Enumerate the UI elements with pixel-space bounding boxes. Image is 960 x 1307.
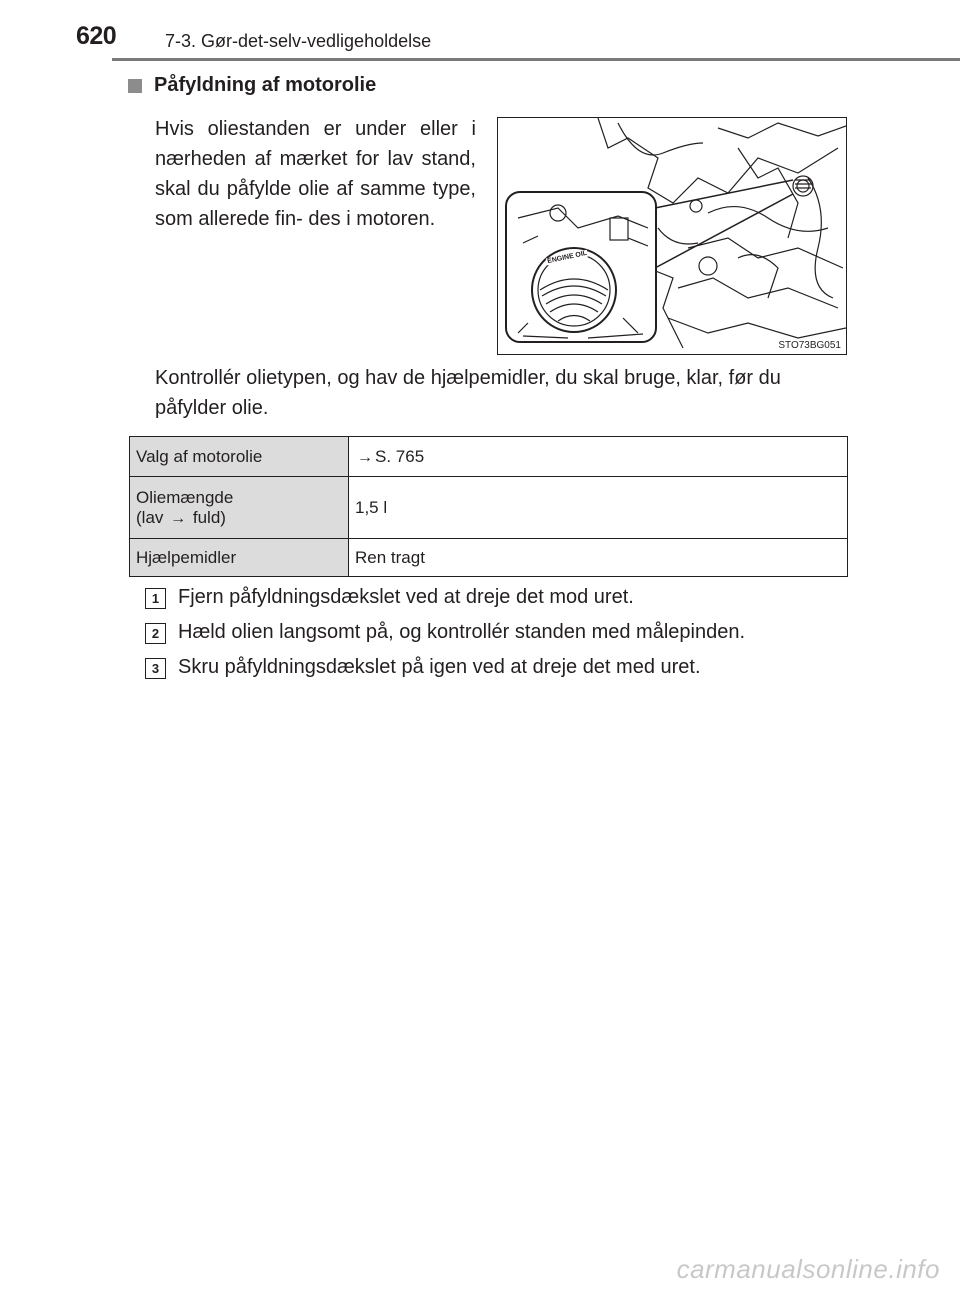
page-reference: S. 765 <box>375 446 425 466</box>
table-value: Ren tragt <box>349 539 848 577</box>
arrow-right-icon: → <box>170 509 187 527</box>
table-label-line: (lav <box>136 507 164 527</box>
table-row <box>130 477 848 539</box>
step-list <box>145 586 865 691</box>
section-title: Påfyldning af motorolie <box>154 74 377 96</box>
engine-oil-cap-illustration <box>497 117 847 355</box>
page-header <box>0 0 960 60</box>
table-label: Hjælpemidler <box>130 539 349 577</box>
step-text: Fjern påfyldningsdækslet ved at dreje det mod uret. <box>178 586 634 608</box>
square-bullet-icon <box>128 79 142 93</box>
watermark: carmanualsonline.info <box>676 1254 940 1284</box>
table-label <box>130 477 349 539</box>
table-label: Valg af motorolie <box>130 437 349 477</box>
step-number-badge: 1 <box>145 588 166 609</box>
section-heading <box>128 74 376 97</box>
table-row <box>130 539 848 577</box>
list-item <box>145 656 865 691</box>
table-label-line: fuld) <box>192 507 226 527</box>
table-label-line: Oliemængde <box>136 487 234 507</box>
oil-spec-table <box>129 436 848 577</box>
header-divider <box>112 58 960 61</box>
page-number: 620 <box>76 22 117 50</box>
step-text: Hæld olien langsomt på, og kontrollér standen med målepinden. <box>178 621 746 643</box>
intro-paragraph: Hvis oliestanden er under eller i nærheden af mærket for lav stand, skal du påfylde olie af samme type, som allerede fin- des i motoren. <box>155 118 476 230</box>
check-paragraph: Kontrollér olietypen, og hav de hjælpemidler, du skal bruge, klar, før du påfylder olie. <box>155 367 781 419</box>
engine-oil-label: ENGINE OIL <box>546 249 588 266</box>
table-value: 1,5 l <box>349 477 848 539</box>
list-item <box>145 586 865 621</box>
arrow-right-icon: → <box>357 448 373 466</box>
step-number-badge: 2 <box>145 623 166 644</box>
table-row <box>130 437 848 477</box>
table-value <box>349 437 848 477</box>
step-number-badge: 3 <box>145 658 166 679</box>
list-item <box>145 621 865 656</box>
step-text: Skru påfyldningsdækslet på igen ved at dreje det med uret. <box>178 656 701 678</box>
chapter-title: 7-3. Gør-det-selv-vedligeholdelse <box>165 31 432 51</box>
engine-bay-drawing <box>498 118 847 355</box>
figure-code: STO73BG051 <box>778 340 841 351</box>
